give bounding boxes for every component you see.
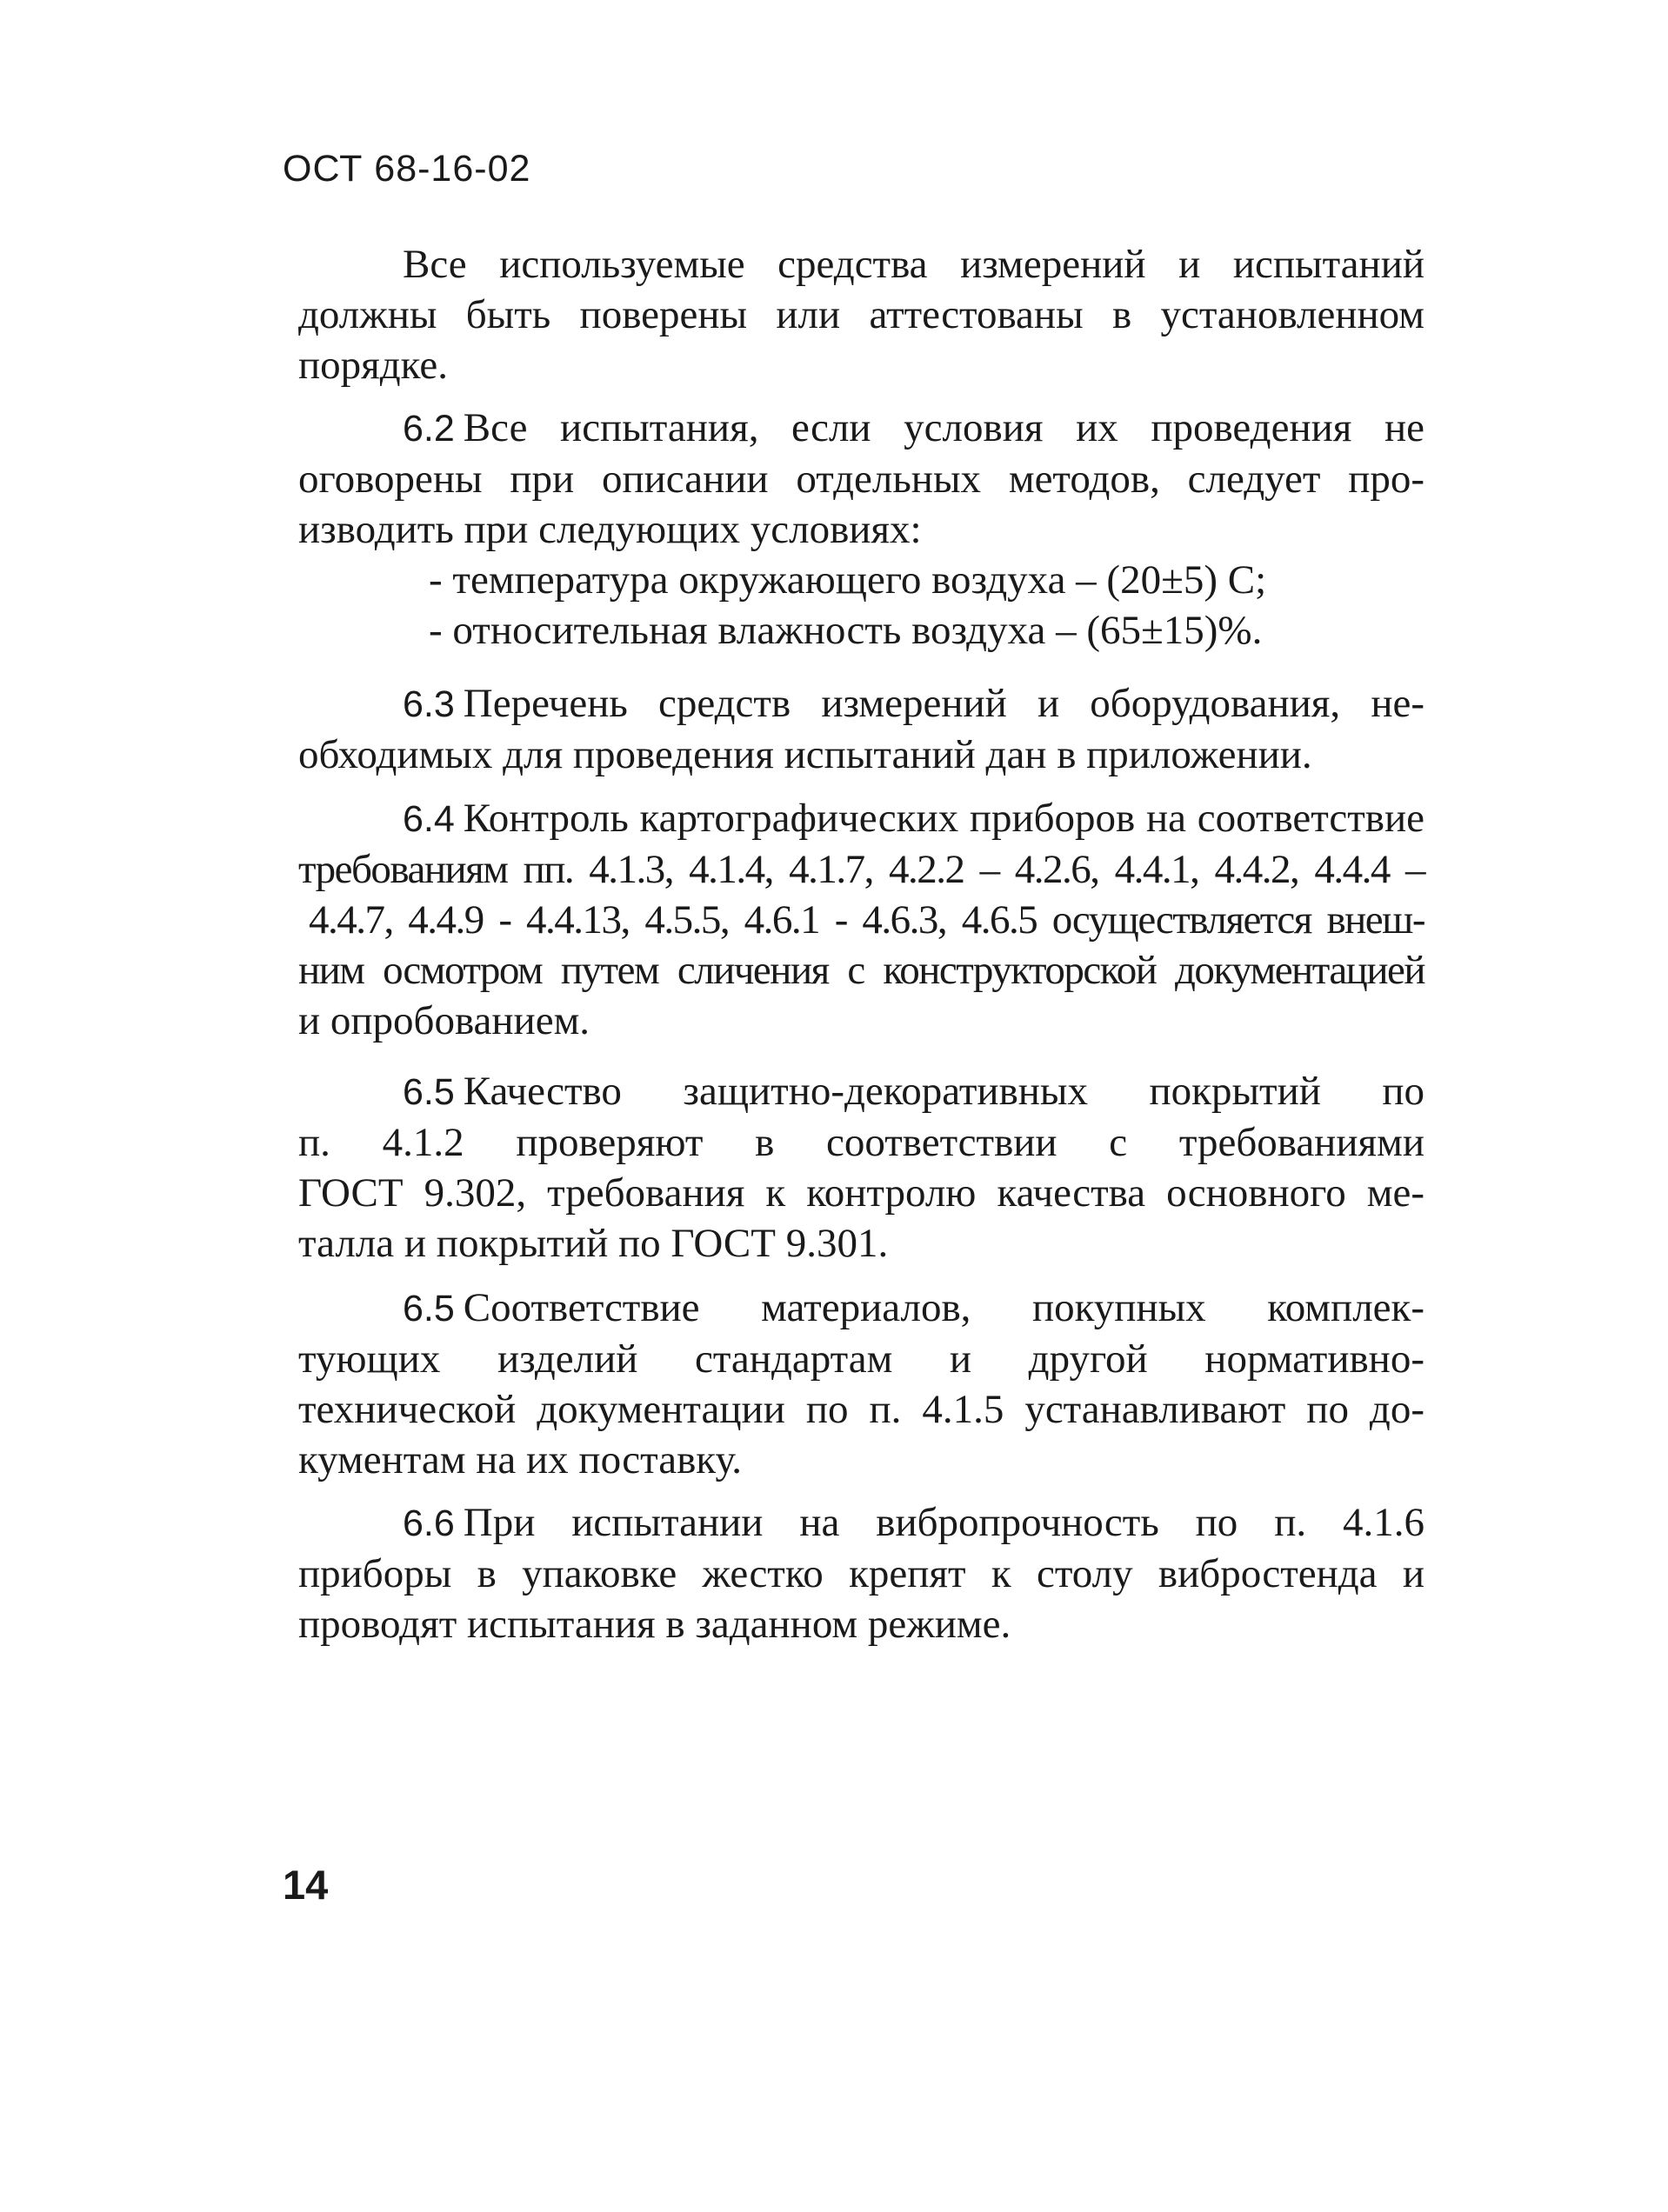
paragraph-line: 6.4 Контроль картографических приборов на соответствие [403,796,1424,841]
paragraph-line: п. 4.1.2 проверяют в соответствии с требованиями [298,1120,1424,1165]
paragraph-line: оговорены при описании отдельных методов, следует про- [298,456,1424,502]
condition-item: - температура окружающего воздуха – (20±5) С; [429,557,1267,603]
section-number: 6.5 [403,1288,455,1329]
paragraph-line: 6.5 Качество защитно-декоративных покрытий по [403,1069,1424,1114]
section-number: 6.5 [403,1071,455,1113]
paragraph-line: 6.6 При испытании на вибропрочность по п. 4.1.6 [403,1500,1424,1545]
paragraph-line: приборы в упаковке жестко крепят к столу вибростенда и [298,1551,1424,1596]
paragraph-6-4 [298,793,1424,1046]
paragraph-line: талла и покрытий по ГОСТ 9.301. [298,1221,889,1266]
document-code: ОСТ 68-16-02 [283,148,531,190]
paragraph-line: ним осмотром путем сличения с конструкторской документацией [298,948,1424,993]
paragraph-6-3 [298,678,1424,780]
section-number: 6.3 [403,683,455,725]
paragraph-line: 6.3 Перечень средств измерений и оборудования, не- [403,681,1424,726]
paragraph-line: изводить при следующих условиях: [298,507,922,552]
page-number: 14 [283,1862,329,1908]
paragraph-6-5-coatings [298,1066,1424,1269]
paragraph-line: ГОСТ 9.302, требования к контролю качества основного ме- [298,1170,1424,1216]
paragraph-line: обходимых для проведения испытаний дан в приложении. [298,732,1312,777]
section-number: 6.2 [403,408,455,450]
condition-item: - относительная влажность воздуха – (65±15)%. [429,608,1263,653]
paragraph-line: технической документации по п. 4.1.5 устанавливают по до- [298,1387,1424,1432]
paragraph-6-2 [298,403,1424,656]
paragraph-line: Все используемые средства измерений и испытаний [403,242,1424,287]
paragraph-line: тующих изделий стандартам и другой нормативно- [298,1336,1424,1382]
paragraph-line: 4.4.7, 4.4.9 - 4.4.13, 4.5.5, 4.6.1 - 4.6.3, 4.6.5 осуществляется внеш- [309,897,1424,943]
paragraph-line: требованиям пп. 4.1.3, 4.1.4, 4.1.7, 4.2.2 – 4.2.6, 4.4.1, 4.4.2, 4.4.4 – [298,847,1424,892]
section-number: 6.4 [403,798,455,840]
paragraph-line: проводят испытания в заданном режиме. [298,1602,1011,1647]
paragraph-line: 6.5 Соответствие материалов, покупных комплек- [403,1285,1424,1330]
paragraph-line: порядке. [298,343,448,388]
paragraph-6-5-materials [298,1283,1424,1485]
paragraph-intro [298,239,1424,390]
paragraph-line: 6.2 Все испытания, если условия их проведения не [403,405,1424,450]
paragraph-line: кументам на их поставку. [298,1437,743,1482]
paragraph-line: и опробованием. [298,998,590,1043]
section-number: 6.6 [403,1502,455,1544]
paragraph-line: должны быть поверены или аттестованы в установленном [298,292,1424,337]
paragraph-6-6 [298,1497,1424,1649]
